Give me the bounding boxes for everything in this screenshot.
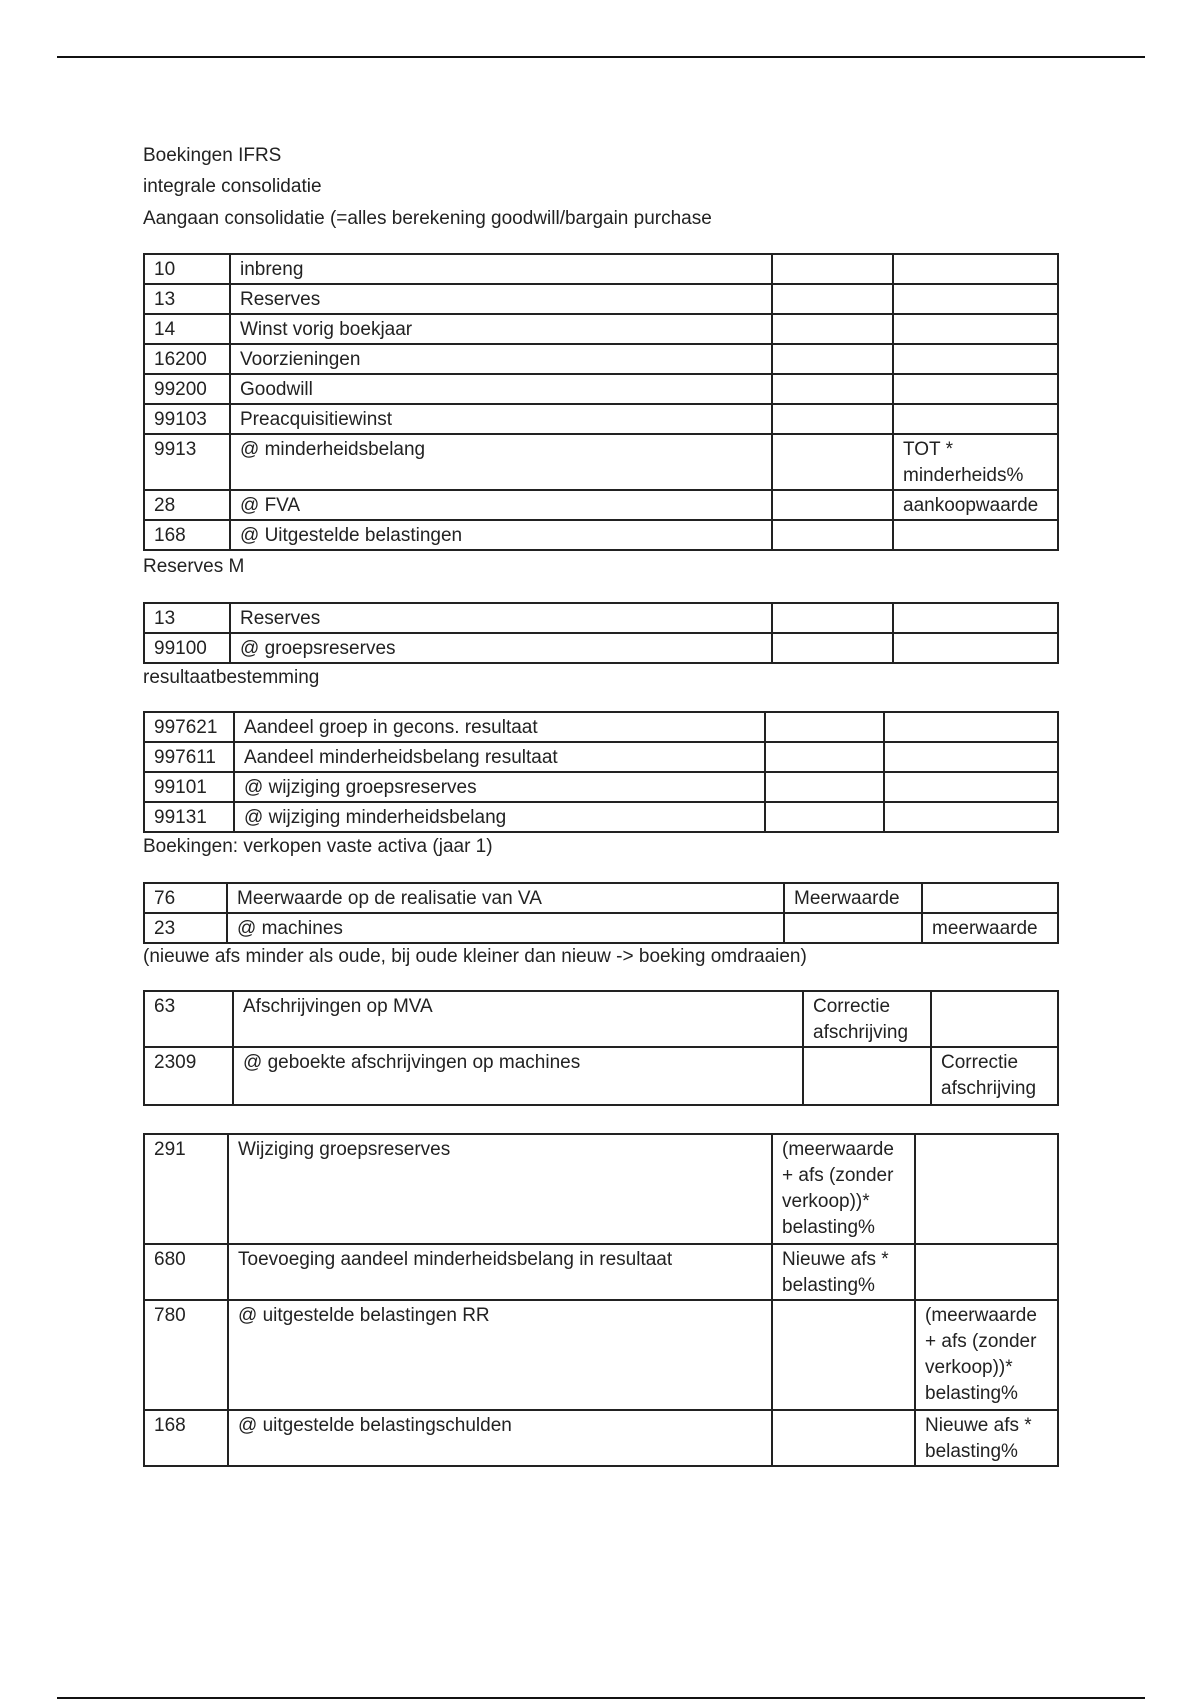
- table-row: 99200 Goodwill: [144, 374, 1058, 404]
- table-row: 99100 @ groepsreserves: [144, 633, 1058, 663]
- table-row: 168 @ Uitgestelde belastingen: [144, 520, 1058, 550]
- table-reserves-m: [143, 602, 1059, 664]
- table-aangaan-consolidatie: [143, 253, 1059, 551]
- top-rule: [57, 56, 1145, 58]
- table-row: 13 Reserves: [144, 284, 1058, 314]
- section-title-reserves-m: Reserves M: [143, 556, 245, 577]
- table-row: 28 @ FVA aankoopwaarde: [144, 490, 1058, 520]
- table-row: 997611 Aandeel minderheidsbelang resultaat: [144, 742, 1058, 772]
- table-row: 16200 Voorzieningen: [144, 344, 1058, 374]
- table-row: 680 Toevoeging aandeel minderheidsbelang in resultaat Nieuwe afs * belasting%: [144, 1244, 1058, 1300]
- table-resultaatbestemming: [143, 711, 1059, 833]
- bottom-rule: [57, 1697, 1145, 1699]
- table-row: 291 Wijziging groepsreserves (meerwaarde + afs (zonder verkoop))* belasting%: [144, 1134, 1058, 1244]
- table-row: 99101 @ wijziging groepsreserves: [144, 772, 1058, 802]
- table-row: 9913 @ minderheidsbelang TOT * minderheids%: [144, 434, 1058, 490]
- table-row: 99131 @ wijziging minderheidsbelang: [144, 802, 1058, 832]
- table-afschrijvingen: [143, 990, 1059, 1106]
- section-title-verkopen: Boekingen: verkopen vaste activa (jaar 1): [143, 836, 493, 857]
- table-verkopen-vaste-activa: [143, 882, 1059, 944]
- doc-subtitle: integrale consolidatie: [143, 176, 322, 197]
- table-uitgestelde-belastingen: [143, 1133, 1059, 1467]
- section-title-resultaatbestemming: resultaatbestemming: [143, 667, 320, 688]
- section-title-aangaan: Aangaan consolidatie (=alles berekening goodwill/bargain purchase: [143, 208, 712, 229]
- table-row: 14 Winst vorig boekjaar: [144, 314, 1058, 344]
- table-row: 76 Meerwaarde op de realisatie van VA Meerwaarde: [144, 883, 1058, 913]
- table-row: 168 @ uitgestelde belastingschulden Nieuwe afs * belasting%: [144, 1410, 1058, 1466]
- table-row: 63 Afschrijvingen op MVA Correctie afschrijving: [144, 991, 1058, 1047]
- section-note-omdraaien: (nieuwe afs minder als oude, bij oude kleiner dan nieuw -> boeking omdraaien): [143, 946, 807, 967]
- table-row: 13 Reserves: [144, 603, 1058, 633]
- table-row: 23 @ machines meerwaarde: [144, 913, 1058, 943]
- table-row: 997621 Aandeel groep in gecons. resultaat: [144, 712, 1058, 742]
- table-row: 780 @ uitgestelde belastingen RR (meerwaarde + afs (zonder verkoop))* belasting%: [144, 1300, 1058, 1410]
- doc-title: Boekingen IFRS: [143, 145, 282, 166]
- table-row: 99103 Preacquisitiewinst: [144, 404, 1058, 434]
- table-row: 2309 @ geboekte afschrijvingen op machines Correctie afschrijving: [144, 1047, 1058, 1105]
- table-row: 10 inbreng: [144, 254, 1058, 284]
